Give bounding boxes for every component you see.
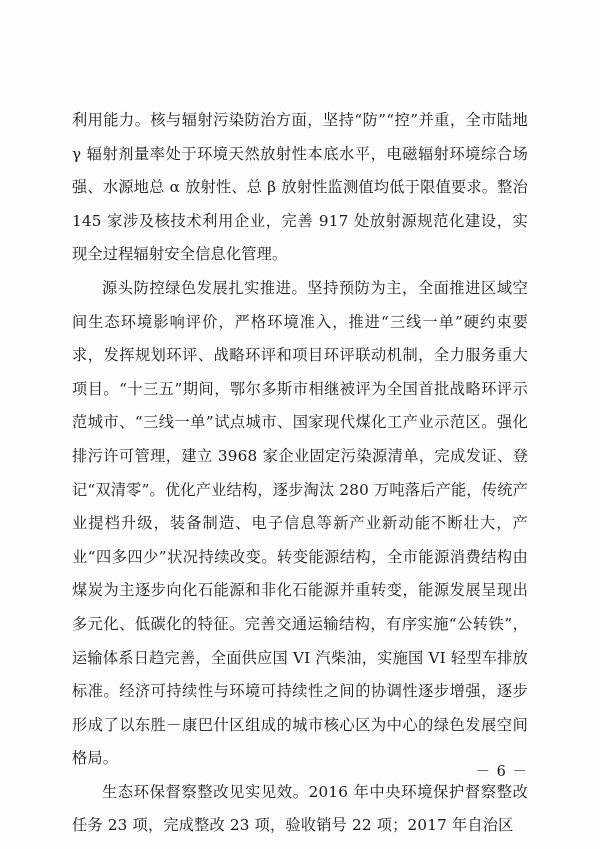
paragraph: 源头防控绿色发展扎实推进。坚持预防为主，全面推进区域空间生态环境影响评价，严格环境准入，推进“三线一单”硬约束要求，发挥规划环评、战略环评和项目环评联动机制，全力服务重大项目。“十三五”期间，鄂尔多斯市相继被评为全国首批战略环评示范城市、“三线一单”试点城市、国家现代煤化工产业示范区。强化排污许可管理，建立 3968 家企业固定污染源清单，完成发证、登记“双清零”。优化产业结构，逐步淘汰 280 万吨落后产能，传统产业提档升级，装备制造、电子信息等新产业新动能不断壮大，产业“四多四少”状况持续改变。转变能源结构，全市能源消费结构由煤炭为主逐步向化石能源和非化石能源并重转变，能源发展呈现出多元化、低碳化的特征。完善交通运输结构，有序实施“公转铁”，运输体系日趋完善，全面供应国 VI 汽柴油，实施国 VI 轻型车排放标准。经济可持续性与环境可持续性之间的协调性逐步增强，逐步形成了以东胜－康巴什区组成的城市核心区为中心的绿色发展空间格局。	[72, 278, 528, 768]
page-number: － 6 －	[475, 764, 528, 780]
paragraph: 生态环保督察整改见实见效。2016 年中央环境保护督察整改任务 23 项，完成整改 23 项，验收销号 22 项；2017 年自治区	[72, 782, 528, 835]
page-body	[72, 104, 528, 843]
paragraph: 利用能力。核与辐射污染防治方面，坚持“防”“控”并重，全市陆地 γ 辐射剂量率处于环境天然放射性本底水平，电磁辐射环境综合场强、水源地总 α 放射性、总 β 放射性监测值均低于限值要求。整治 145 家涉及核技术利用企业，完善 917 处放射源规范化建设，实现全过程辐射安全信息化管理。	[72, 111, 528, 264]
